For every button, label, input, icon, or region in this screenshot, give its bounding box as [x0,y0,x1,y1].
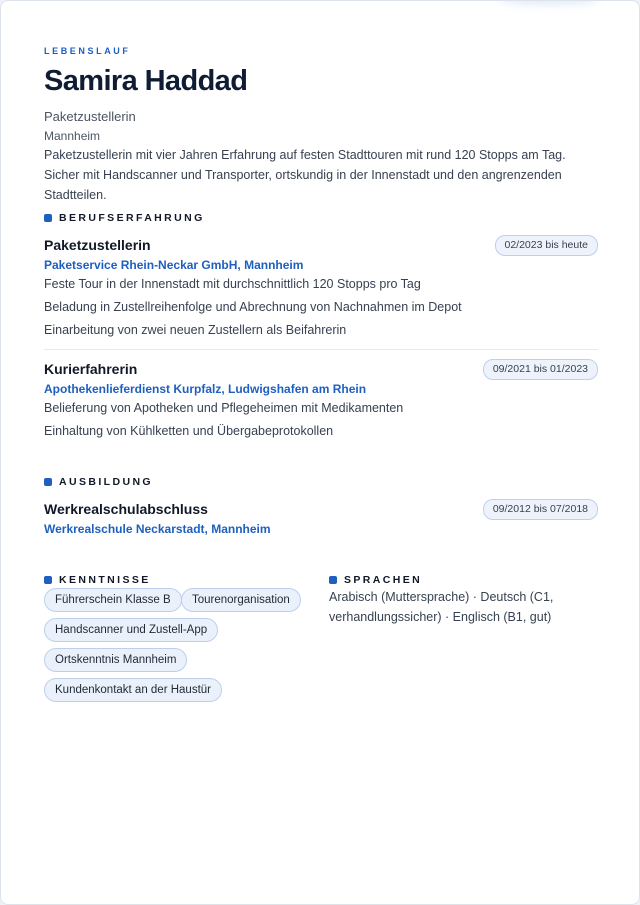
candidate-city: Mannheim [44,129,101,143]
skill-chip: Handscanner und Zustell-App [44,618,218,642]
section-title-text: KENNTNISSE [59,574,151,586]
section-title-education [44,476,153,488]
section-marker-icon [44,576,52,584]
section-title-text: BERUFSERFAHRUNG [59,212,205,224]
employer-name: Paketservice Rhein-Neckar GmbH, Mannheim [44,258,304,272]
section-title-text: SPRACHEN [344,574,423,586]
employer-name: Apothekenlieferdienst Kurpfalz, Ludwigshafen am Rhein [44,382,367,396]
profile-summary: Paketzustellerin mit vier Jahren Erfahrung auf festen Stadttouren mit rund 120 Stopps am Tag. Sicher mit Handscanner und Transporter, ortskundig in der Innenstadt und den angrenzenden Stadtteilen. [44,148,566,202]
degree-title: Werkrealschulabschluss [44,501,208,517]
job-bullet: Einarbeitung von zwei neuen Zustellern als Beifahrerin [44,323,347,337]
section-marker-icon [44,478,52,486]
skill-chip: Ortskenntnis Mannheim [44,648,187,672]
job-bullet: Einhaltung von Kühlketten und Übergabeprotokollen [44,424,334,438]
section-marker-icon [329,576,337,584]
job-title: Paketzustellerin [44,237,151,253]
school-name: Werkrealschule Neckarstadt, Mannheim [44,522,271,536]
job-bullet: Feste Tour in der Innenstadt mit durchschnittlich 120 Stopps pro Tag [44,277,421,291]
section-title-text: AUSBILDUNG [59,476,153,488]
section-title-experience [44,212,205,224]
job-bullet: Belieferung von Apotheken und Pflegeheimen mit Medikamenten [44,401,404,415]
date-badge: 02/2023 bis heute [495,235,599,256]
section-title-skills [44,574,151,586]
document-label: LEBENSLAUF [44,46,131,56]
skill-chip: Kundenkontakt an der Haustür [44,678,222,702]
job-bullet: Beladung in Zustellreihenfolge und Abrechnung von Nachnahmen im Depot [44,300,462,314]
entry-divider [44,349,598,350]
languages-text: Arabisch (Muttersprache) · Deutsch (C1, verhandlungssicher) · Englisch (B1, gut) [329,590,554,624]
decorative-glow [499,0,599,5]
section-title-languages [329,574,422,586]
date-badge: 09/2012 bis 07/2018 [483,499,598,520]
date-badge: 09/2021 bis 01/2023 [483,359,598,380]
section-marker-icon [44,214,52,222]
candidate-role: Paketzustellerin [44,109,136,124]
job-title: Kurierfahrerin [44,361,138,377]
skill-chip: Führerschein Klasse B [44,588,182,612]
candidate-name: Samira Haddad [44,65,248,97]
skill-chip: Tourenorganisation [181,588,301,612]
